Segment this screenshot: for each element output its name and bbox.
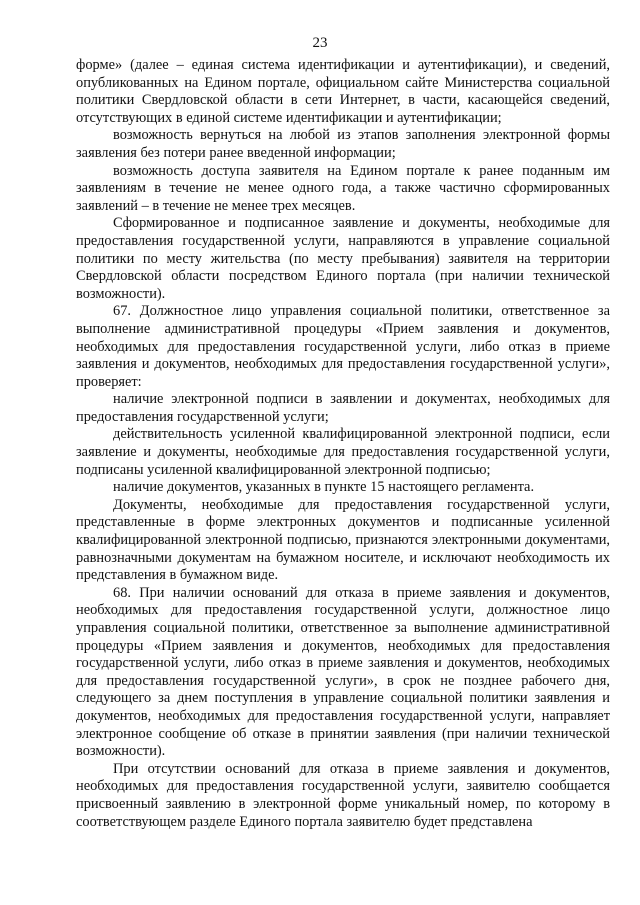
paragraph: наличие электронной подписи в заявлении и документах, необходимых для предоставления государственной услуги; — [76, 391, 610, 425]
paragraph: форме» (далее – единая система идентификации и аутентификации), и сведений, опубликованных на Едином портале, официальном сайте Министерства социальной политики Свердловской области в сети Интернет, в части, касающейся сведений, отсутствующих в единой системе идентификации и аутентификации; — [76, 57, 610, 126]
paragraph: Сформированное и подписанное заявление и документы, необходимые для предоставления государственной услуги, направляются в управление социальной политики по месту жительства (по месту пребывания) заявителя на территории Свердловской области посредством Единого портала (при наличии технической возможности). — [76, 215, 610, 302]
document-body — [76, 57, 610, 831]
paragraph: возможность доступа заявителя на Едином портале к ранее поданным им заявлениям в течение не менее одного года, а также частично сформированных заявлений – в течение не менее трех месяцев. — [76, 162, 610, 214]
paragraph-item-67: 67. Должностное лицо управления социальной политики, ответственное за выполнение административной процедуры «Прием заявления и документов, необходимых для предоставления государственной услуги, либо отказ в приеме заявления и документов, необходимых для предоставления государственной услуги», проверяет: — [76, 303, 610, 390]
page-number: 23 — [312, 35, 328, 51]
paragraph: При отсутствии оснований для отказа в приеме заявления и документов, необходимых для предоставления государственной услуги, заявителю сообщается присвоенный заявлению в электронной форме уникальный номер, по которому в соответствующем разделе Единого портала заявителю будет представлена — [76, 760, 610, 830]
paragraph: действительность усиленной квалифицированной электронной подписи, если заявление и документы, необходимые для предоставления государственной услуги, подписаны усиленной квалифицированной электронной подписью; — [76, 426, 610, 478]
paragraph: наличие документов, указанных в пункте 15 настоящего регламента. — [113, 479, 535, 496]
paragraph: возможность вернуться на любой из этапов заполнения электронной формы заявления без потери ранее введенной информации; — [76, 127, 610, 161]
paragraph: Документы, необходимые для предоставления государственной услуги, представленные в форме электронных документов и подписанные усиленной квалифицированной электронной подписью, признаются электронными документами, равнозначными документам на бумажном носителе, и исключают необходимость их представления в бумажном виде. — [76, 496, 610, 584]
paragraph-item-68: 68. При наличии оснований для отказа в приеме заявления и документов, необходимых для предоставления государственной услуги, должностное лицо управления социальной политики, ответственное за выполнение административной процедуры «Прием заявления и документов, необходимых для предоставления государственной услуги, либо отказ в приеме заявления и документов, необходимых для предоставления государственной услуги», в срок не позднее рабочего дня, следующего за днем поступления в управление социальной политики заявления и документов, необходимых для предоставления государственной услуги, направляет электронное сообщение об отказе в принятии заявления (при наличии технической возможности). — [76, 584, 610, 760]
